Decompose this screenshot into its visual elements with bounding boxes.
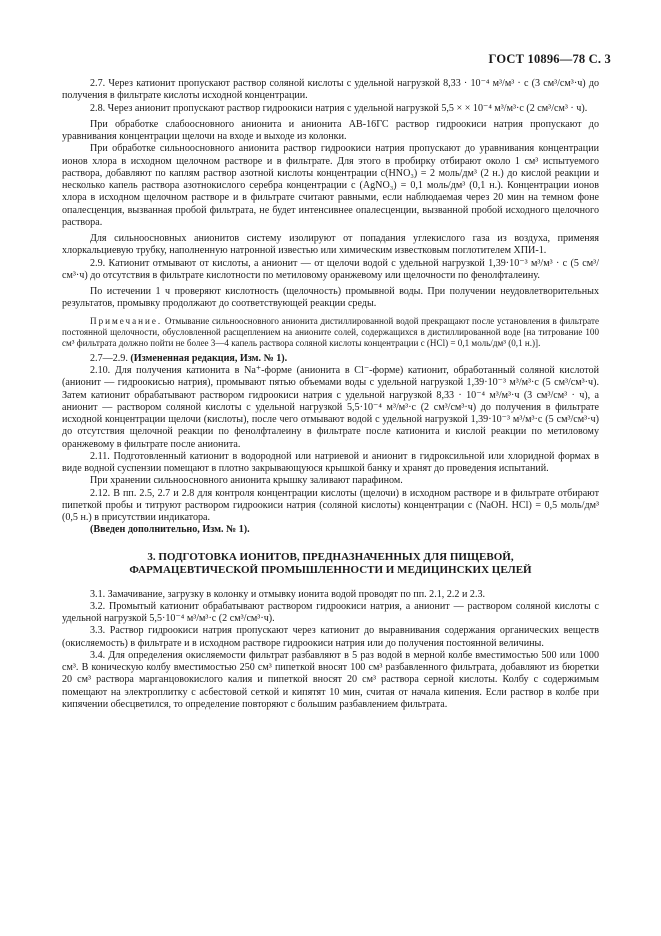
note-text: Отмывание сильноосновного анионита дистиллированной водой прекращают после установления в фильтрате постоянной щелочности, обусловленной расщеплением на анионите солей, содержащихся в дистиллированной воде [на титрование 100 см³ фильтрата должно пойти не более 3—4 капель раствора соляной кислоты концентрации c (HCl) = 0,1 моль/дм³ (0,1 н.)]. [62,315,599,348]
paragraph-2-11: 2.11. Подготовленный катионит в водородной или натриевой и анионит в гидроксильной или хлоридной формах в виде водной суспензии помещают в плотно закрывающуюся крышкой банку и хранят до проведения испытаний. [62,450,599,475]
paragraph-2-7: 2.7. Через катионит пропускают раствор соляной кислоты с удельной нагрузкой 8,33 · 10⁻⁴ м³/м³ · с (3 см³/см³·ч) до получения в фильтрате кислоты исходной концентрации. [62,78,599,102]
revision-ref-bold: (Измененная редакция, Изм. № 1). [130,352,288,364]
document-body [62,78,599,711]
paragraph-paraffin: При хранении сильноосновного анионита крышку заливают парафином. [90,475,403,487]
paragraph-3-4: 3.4. Для определения окисляемости фильтрат разбавляют в 5 раз водой в мерной колбе вместимостью 500 или 1000 см³. В коническую колбу вместимостью 250 см³ пипеткой вносят 100 см³ разбавленного фильтрата, добавляют из бюретки 20 см³ раствора марганцовокислого калия и пипеткой вносят 20 см³ раствора серной кислоты. Колбу с содержимым помещают на электроплитку с асбестовой сеткой и кипятят 10 мин, считая от начала кипения. Если раствор в колбе при кипячении обесцветился, то определение повторяют с большим разбавлением фильтрата. [62,649,599,710]
paragraph-2-10: 2.10. Для получения катионита в Na⁺-форме (анионита в Cl⁻-форме) катионит, обработанный соляной кислотой (анионит — гидроокисью натрия), промывают пятью объемами воды с удельной нагрузкой 1,39·10⁻³ м³/м³·с (5 см³/см³·ч). Затем катионит обрабатывают раствором гидроокиси натрия с удельной нагрузкой 8,33 · 10⁻⁴ м³/м³·ч (3 см³/см³ · ч), а анионит — раствором соляной кислоты с удельной нагрузкой 5,5·10⁻⁴ м³/м³·с (2 см³/см³·ч) до получения в фильтрате исходной концентрации щелочи (кислоты), после чего отмывают водой с удельной нагрузкой 1,39·10⁻³ м³/м³·с (5 см³/см³·ч) до отсутствия щелочной реакции по фенолфталеину в фильтрате после катионита и кислой реакции по метиловому оранжевому в фильтрате после анионита. [62,365,599,450]
paragraph-check-acidity: По истечении 1 ч проверяют кислотность (щелочность) промывной воды. При получении неудовлетворительных результатов, промывку продолжают до соответствующей реакции среды. [62,286,599,310]
page-header: ГОСТ 10896—78 С. 3 [488,52,611,66]
paragraph-weak-anion: При обработке слабоосновного анионита и анионита АВ-16ГС раствор гидроокиси натрия пропускают до уравнивания концентрации щелочи на входе и выходе из колонки. [62,118,599,142]
paragraph-3-2: 3.2. Промытый катионит обрабатывают раствором гидроокиси натрия, а анионит — раствором соляной кислоты с удельной нагрузкой 5,5·10⁻⁴ м³/м³·с (2 см³/см³·ч). [62,600,599,625]
section-title-line1: 3. ПОДГОТОВКА ИОНИТОВ, ПРЕДНАЗНАЧЕННЫХ ДЛЯ ПИЩЕВОЙ, [147,550,514,563]
revision-note-2: (Введен дополнительно, Изм. № 1). [90,524,250,536]
paragraph-co2-isolation: Для сильноосновных анионитов систему изолируют от попадания углекислого газа из воздуха, применяя хлоркальциевую трубку, наполненную натронной известью или химическим известковым поглотителем ХПИ-1. [62,233,599,257]
paragraph-3-1: 3.1. Замачивание, загрузку в колонку и отмывку ионита водой проводят по пп. 2.1, 2.2 и 2.3. [90,588,486,600]
paragraph-2-9: 2.9. Катионит отмывают от кислоты, а анионит — от щелочи водой с удельной нагрузкой 1,39·10⁻³ м³/м³ · с (5 см³/см³·ч) до отсутствия в фильтрате кислотности по метиловому оранжевому или щелочности по фенолфталеину. [62,257,599,281]
note-paragraph [62,316,599,349]
note-label: Примечание. [90,315,163,326]
revision-note-1 [62,353,599,365]
section-title-line2: ФАРМАЦЕВТИЧЕСКОЙ ПРОМЫШЛЕННОСТИ И МЕДИЦИНСКИХ ЦЕЛЕЙ [129,563,532,576]
paragraph-strong-anion: При обработке сильноосновного анионита раствор гидроокиси натрия пропускают до уравнивания концентрации ионов хлора в исходном щелочном растворе и в фильтрате. Для этого в пробирку отбирают около 1 см³ испытуемого раствора, добавляют по каплям раствор азотной кислоты концентрации c(HNO₃) = 2 моль/дм³ (2 н.) до кислой реакции и несколько капель раствора азотнокислого серебра концентрации c (AgNO₃) = 0,1 моль/дм³ (0,1 н.). Концентрации ионов хлора в исходном щелочном растворе и в фильтрате считают равными, если наблюдаемая через 20 мин на темном фоне опалесценция, вызванная пробой фильтрата, не будет интенсивнее опалесценции, вызванной пробой исходного щелочного раствора. [62,143,599,228]
paragraph-2-12: 2.12. В пп. 2.5, 2.7 и 2.8 для контроля концентрации кислоты (щелочи) в исходном растворе и в фильтрате отбирают пипеткой пробы и титруют раствором гидроокиси натрия (соляной кислоты) концентрации c (NaOH. HCl) = 0,5 моль/дм³ (0,5 н.) в присутствии индикатора. [62,487,599,524]
revision-ref-prefix: 2.7—2.9. [90,352,128,364]
paragraph-3-3: 3.3. Раствор гидроокиси натрия пропускают через катионит до выравнивания содержания органических веществ (окисляемость) в фильтрате и в исходном растворе гидроокиси натрия или до получения постоянной величины. [62,625,599,649]
paragraph-2-8: 2.8. Через анионит пропускают раствор гидроокиси натрия с удельной нагрузкой 5,5 × × 10⁻⁴ м³/м³·с (2 см³/см³ · ч). [90,102,588,114]
section-3-title [62,551,599,577]
